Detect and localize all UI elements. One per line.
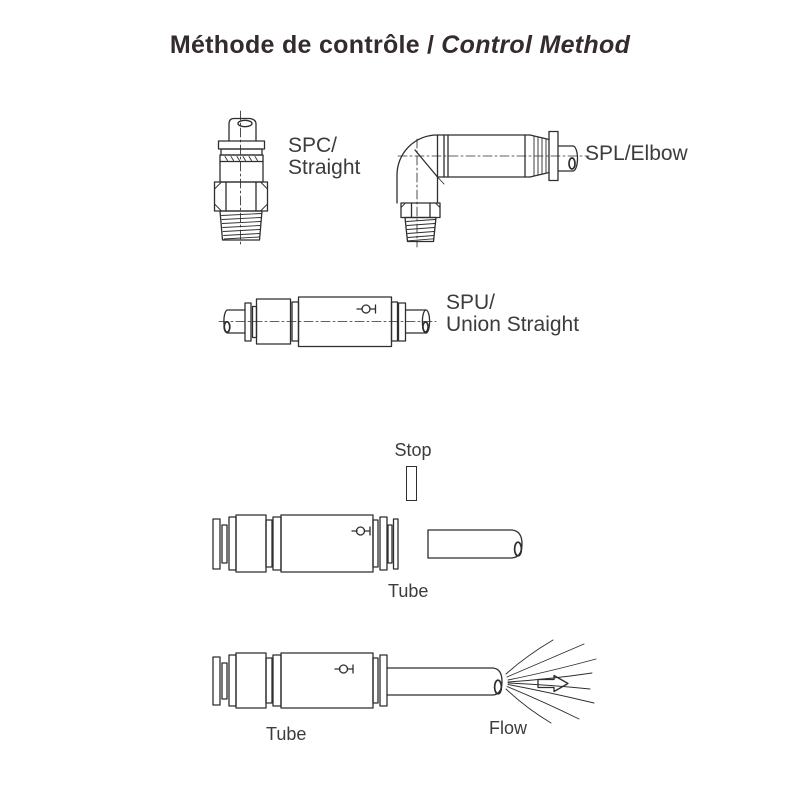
flow-lines	[506, 640, 596, 723]
flange-plate	[388, 525, 392, 563]
stop-label	[384, 441, 442, 460]
release-collar-top	[229, 119, 256, 142]
spu-union-straight-fitting-drawing	[218, 294, 438, 350]
flange-plate	[222, 663, 227, 699]
spu-label-line1: SPU/	[446, 291, 496, 314]
flange-plate	[380, 655, 387, 706]
stop-plug-drawing	[406, 466, 417, 501]
union-fitting-drawing	[213, 653, 387, 708]
flange	[219, 141, 265, 149]
release-collar	[236, 515, 266, 572]
inserted-tube-drawing	[387, 668, 502, 695]
union-fitting-and-tube-drawing	[211, 513, 531, 575]
flange-plate	[399, 303, 406, 341]
fitting-body	[220, 155, 263, 182]
spc-label-line1: SPC/	[288, 134, 338, 157]
ring	[373, 520, 378, 567]
flange-plate	[213, 657, 220, 705]
spl-elbow-fitting-drawing	[392, 124, 592, 249]
title-english: Control Method	[441, 31, 631, 59]
flow-label-text: Flow	[489, 718, 528, 738]
fitting-body	[281, 515, 373, 572]
spc-straight-fitting-drawing	[205, 110, 275, 245]
flange-plate	[273, 655, 281, 706]
tube-middle-label-text: Tube	[388, 581, 429, 601]
union-fitting-tube-flow-drawing	[210, 632, 600, 730]
hex-nut	[215, 182, 268, 211]
flow-label	[489, 719, 527, 738]
spl-label-text: SPL/Elbow	[585, 142, 688, 165]
flange-plate	[229, 655, 236, 706]
hex-nut	[401, 203, 440, 218]
spu-label	[446, 292, 579, 336]
spl-label	[585, 143, 688, 165]
flange-plate	[245, 303, 251, 341]
title-french: Méthode de contrôle	[169, 31, 421, 59]
collar-ring	[221, 149, 262, 155]
flange-plate	[394, 519, 399, 569]
ring	[373, 658, 378, 703]
page-title	[0, 31, 800, 60]
flange-plate	[222, 525, 227, 563]
tube-middle-label	[388, 582, 428, 601]
tube-bottom-label	[266, 725, 306, 744]
fitting-body	[281, 653, 373, 708]
release-collar	[236, 653, 266, 708]
threaded-stud	[405, 218, 436, 242]
flange-plate	[380, 517, 387, 570]
ring	[266, 520, 272, 567]
title-separator: /	[427, 31, 435, 59]
stop-label-text: Stop	[394, 440, 432, 460]
threaded-stud	[220, 211, 262, 240]
flange-plate	[229, 517, 236, 570]
spu-label-line2: Union Straight	[446, 313, 580, 336]
tube-stub	[558, 146, 578, 171]
orientation-mark-icon	[335, 665, 353, 673]
spc-label	[288, 135, 360, 179]
orientation-mark-icon	[357, 305, 376, 313]
tube-bottom-label-text: Tube	[266, 724, 307, 744]
orientation-mark-icon	[352, 527, 370, 535]
flange-plate	[273, 517, 281, 570]
spc-label-line2: Straight	[288, 156, 361, 179]
union-fitting-drawing	[213, 515, 398, 572]
flange-plate	[213, 519, 220, 569]
ring	[266, 658, 272, 703]
tube-drawing	[428, 530, 522, 558]
